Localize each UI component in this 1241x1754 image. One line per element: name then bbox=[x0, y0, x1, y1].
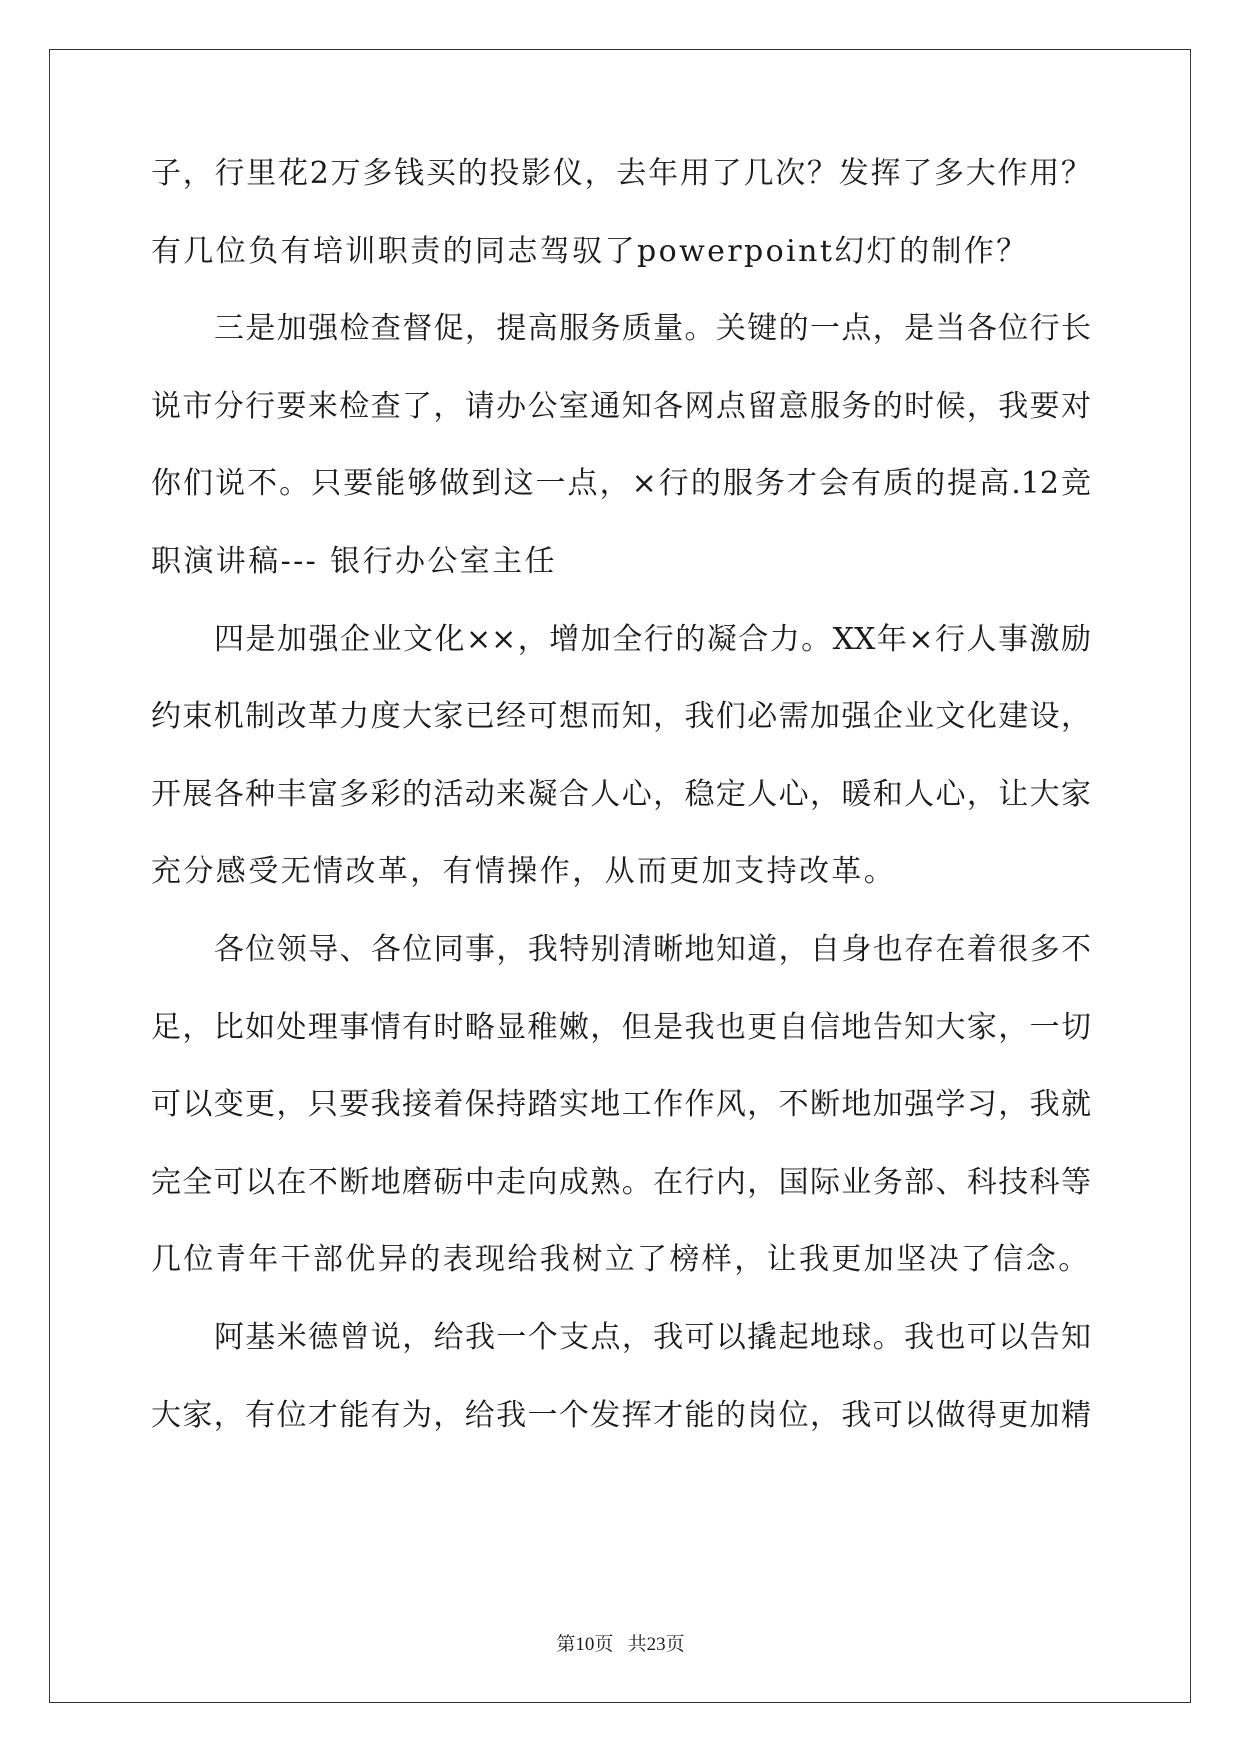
text-line: 四是加强企业文化××，增加全行的凝合力。XX年×行人事激励 bbox=[214, 621, 1091, 657]
text-line: 大家，有位才能有为，给我一个发挥才能的岗位，我可以做得更加精 bbox=[151, 1397, 1091, 1433]
text-line: 足，比如处理事情有时略显稚嫩，但是我也更自信地告知大家，一切 bbox=[151, 1009, 1091, 1045]
text-line: 几位青年干部优异的表现给我树立了榜样，让我更加坚决了信念。 bbox=[151, 1242, 1091, 1278]
document-body bbox=[151, 156, 1091, 1478]
footer-total-pages: 23 bbox=[646, 1634, 666, 1655]
text-line: 各位领导、各位同事，我特别清晰地知道，自身也存在着很多不 bbox=[214, 931, 1091, 967]
text-line: 有几位负有培训职责的同志驾驭了powerpoint幻灯的制作？ bbox=[151, 233, 1029, 269]
footer-current-page: 10 bbox=[575, 1634, 595, 1655]
text-line: 充分感受无情改革，有情操作，从而更加支持改革。 bbox=[151, 854, 897, 890]
footer-total-prefix: 共 bbox=[627, 1634, 647, 1655]
text-line: 完全可以在不断地磨砺中走向成熟。在行内，国际业务部、科技科等 bbox=[151, 1164, 1091, 1200]
text-line: 三是加强检查督促，提高服务质量。关键的一点，是当各位行长 bbox=[214, 311, 1091, 347]
text-line: 阿基米德曾说，给我一个支点，我可以撬起地球。我也可以告知 bbox=[214, 1319, 1091, 1355]
text-line: 开展各种丰富多彩的活动来凝合人心，稳定人心，暖和人心，让大家 bbox=[151, 776, 1091, 812]
text-line: 职演讲稿--- 银行办公室主任 bbox=[151, 543, 557, 579]
text-line: 你们说不。只要能够做到这一点，×行的服务才会有质的提高.12竞 bbox=[151, 466, 1091, 502]
footer-prefix: 第 bbox=[556, 1634, 576, 1655]
text-line: 约束机制改革力度大家已经可想而知，我们必需加强企业文化建设， bbox=[151, 699, 1091, 735]
text-line: 可以变更，只要我接着保持踏实地工作作风，不断地加强学习，我就 bbox=[151, 1087, 1091, 1123]
footer-page-word: 页 bbox=[594, 1634, 614, 1655]
footer-total-word: 页 bbox=[665, 1634, 685, 1655]
text-line: 说市分行要来检查了，请办公室通知各网点留意服务的时候，我要对 bbox=[151, 388, 1091, 424]
text-line: 子，行里花2万多钱买的投影仪，去年用了几次？发挥了多大作用？ bbox=[151, 156, 1091, 191]
page-footer bbox=[0, 1633, 1241, 1657]
